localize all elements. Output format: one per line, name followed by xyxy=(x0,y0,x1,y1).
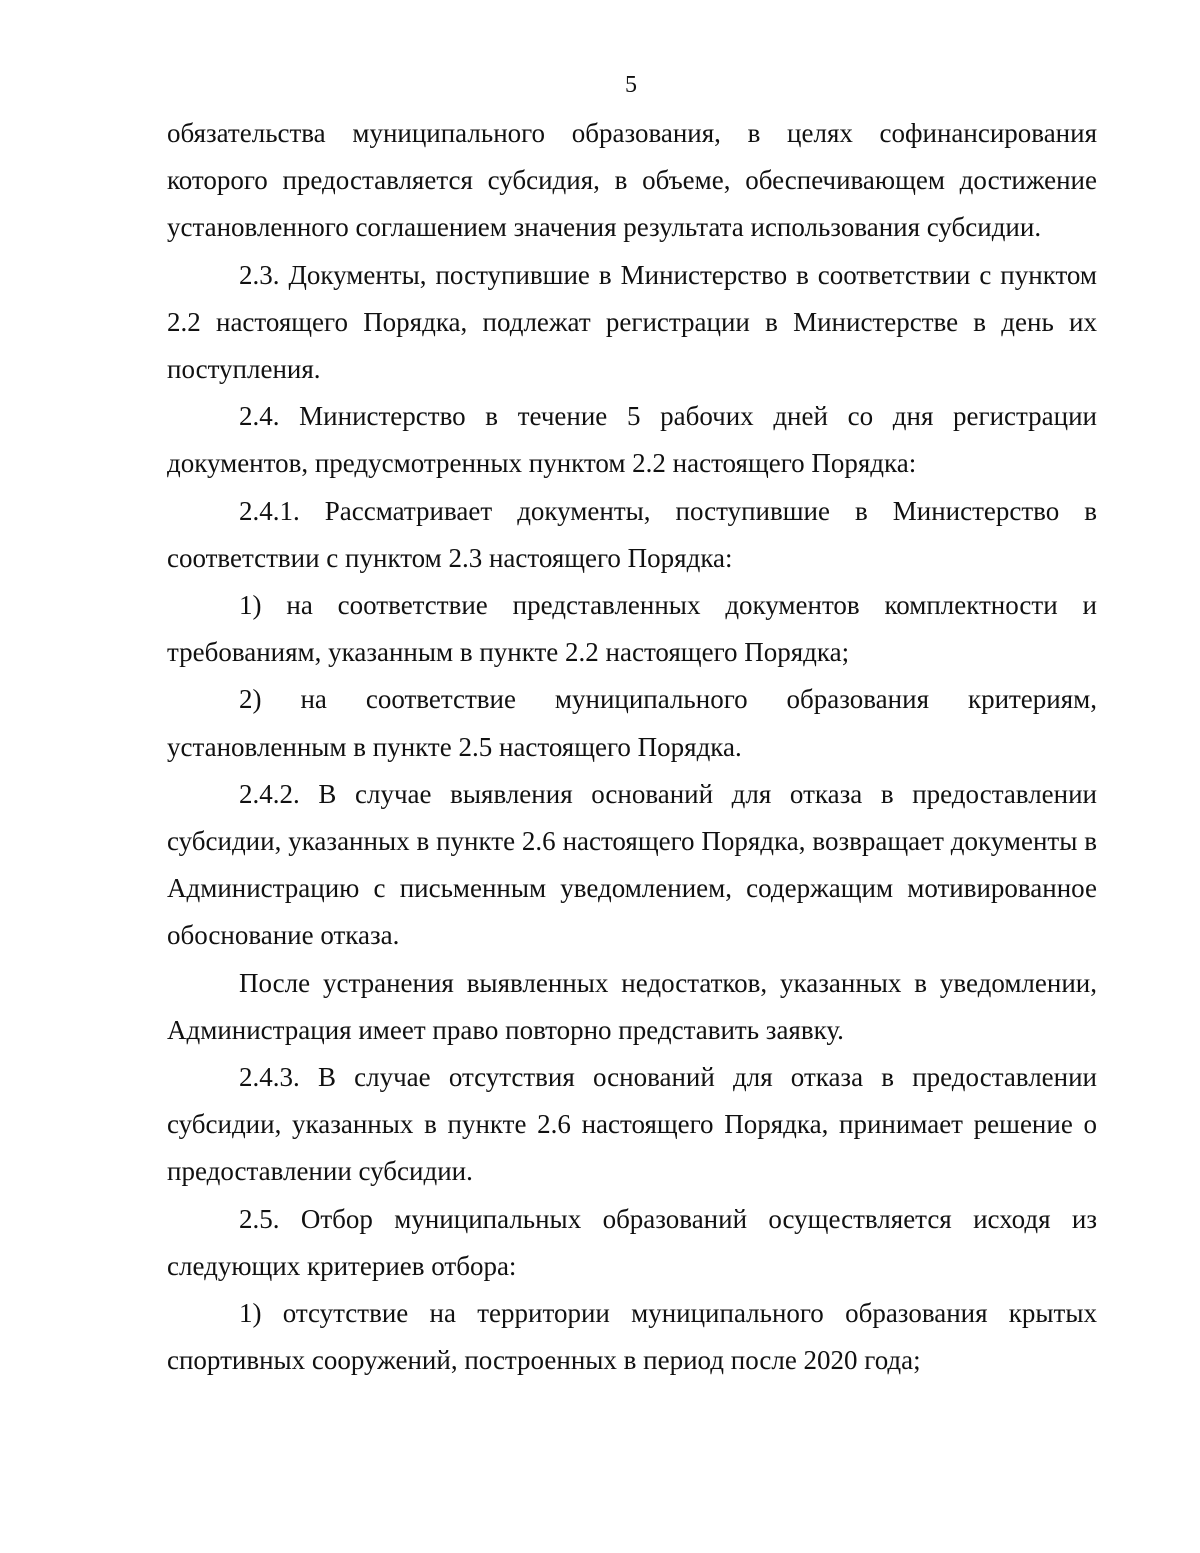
paragraph-2-5: 2.5. Отбор муниципальных образований осуществляется исходя из следующих критериев отбора: xyxy=(167,1203,1097,1281)
list-item-1: 1) на соответствие представленных документов комплектности и требованиям, указанным в пункте 2.2 настоящего Порядка; xyxy=(167,590,1097,668)
paragraph-2-4: 2.4. Министерство в течение 5 рабочих дней со дня регистрации документов, предусмотренных пунктом 2.2 настоящего Порядка: xyxy=(167,401,1097,479)
document-body xyxy=(167,110,1097,1384)
paragraph-2-4-1: 2.4.1. Рассматривает документы, поступившие в Министерство в соответствии с пунктом 2.3 настоящего Порядка: xyxy=(167,495,1097,573)
page-number: 5 xyxy=(625,72,637,98)
paragraph-2-3: 2.3. Документы, поступившие в Министерство в соответствии с пунктом 2.2 настоящего Порядка, подлежат регистрации в Министерстве в день их поступления. xyxy=(167,259,1097,385)
paragraph-continuation: обязательства муниципального образования, в целях софинансирования которого предоставляется субсидия, в объеме, обеспечивающем достижение установленного соглашением значения результата использования субсидии. xyxy=(167,118,1097,243)
paragraph-after-correction: После устранения выявленных недостатков, указанных в уведомлении, Администрация имеет право повторно представить заявку. xyxy=(167,967,1097,1045)
paragraph-2-4-3: 2.4.3. В случае отсутствия оснований для отказа в предоставлении субсидии, указанных в пункте 2.6 настоящего Порядка, принимает решение о предоставлении субсидии. xyxy=(167,1062,1097,1187)
list-item-2: 2) на соответствие муниципального образования критериям, установленным в пункте 2.5 настоящего Порядка. xyxy=(167,684,1097,762)
paragraph-2-4-2: 2.4.2. В случае выявления оснований для отказа в предоставлении субсидии, указанных в пункте 2.6 настоящего Порядка, возвращает документы в Администрацию с письменным уведомлением, содержащим мотивированное обоснование отказа. xyxy=(167,778,1097,951)
criteria-item-1: 1) отсутствие на территории муниципального образования крытых спортивных сооружений, построенных в период после 2020 года; xyxy=(167,1298,1097,1376)
